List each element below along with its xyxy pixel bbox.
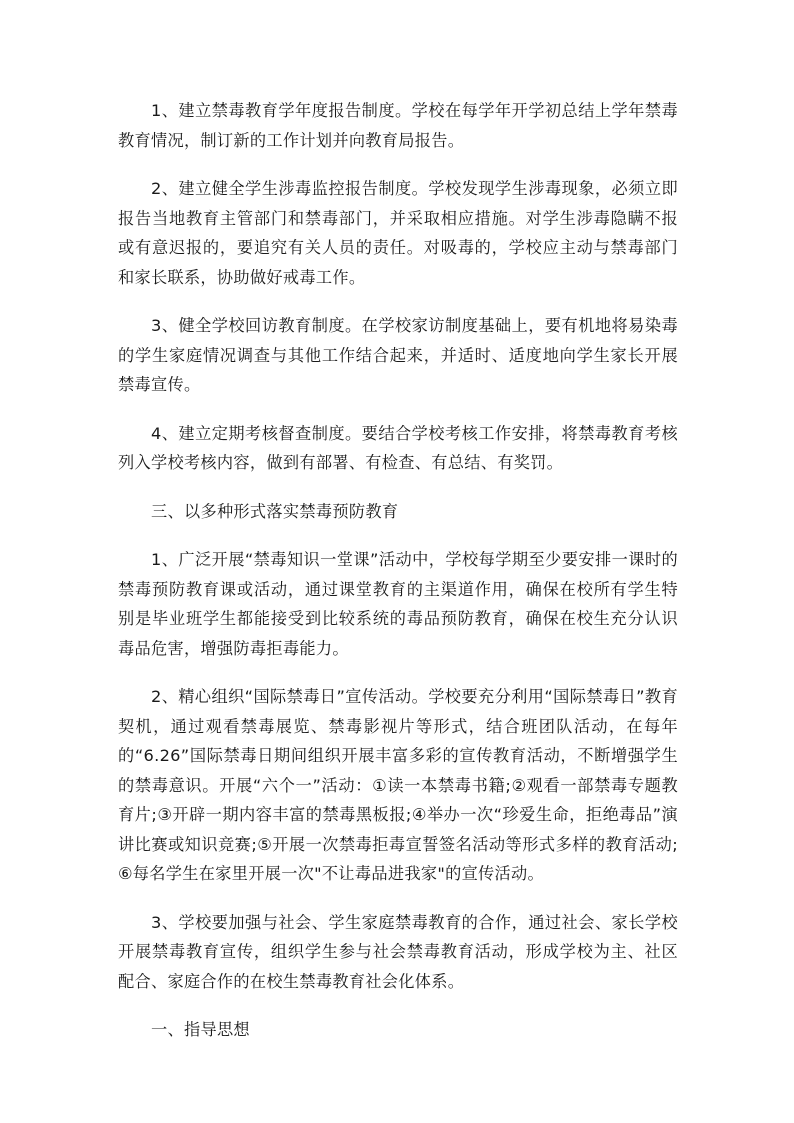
paragraph-visit-education: 3、健全学校回访教育制度。在学校家访制度基础上，要有机地将易染毒的学生家庭情况调查与其他工作结合起来，并适时、适度地向学生家长开展禁毒宣传。 xyxy=(118,316,678,394)
document-page xyxy=(118,96,678,1064)
section-heading-prevention: 三、以多种形式落实禁毒预防教育 xyxy=(151,501,399,521)
paragraph-assessment: 4、建立定期考核督查制度。要结合学校考核工作安排，将禁毒教育考核列入学校考核内容，做到有部署、有检查、有总结、有奖罚。 xyxy=(118,423,678,472)
paragraph-anti-drug-day: 2、精心组织“国际禁毒日”宣传活动。学校要充分利用“国际禁毒日”教育契机，通过观看禁毒展览、禁毒影视片等形式，结合班团队活动，在每年的“6.26”国际禁毒日期间组织开展丰富多彩的宣传教育活动，不断增强学生的禁毒意识。开展“六个一”活动：①读一本禁毒书籍;②观看一部禁毒专题教育片;③开辟一期内容丰富的禁毒黑板报;④举办一次“珍爱生命，拒绝毒品”演讲比赛或知识竞赛;⑤开展一次禁毒拒毒宣誓签名活动等形式多样的教育活动;⑥每名学生在家里开展一次"不让毒品进我家"的宣传活动。 xyxy=(118,687,678,883)
paragraph-one-lesson: 1、广泛开展“禁毒知识一堂课”活动中，学校每学期至少要安排一课时的禁毒预防教育课或活动，通过课堂教育的主渠道作用，确保在校所有学生特别是毕业班学生都能接受到比较系统的毒品预防教育，确保在校生充分认识毒品危害，增强防毒拒毒能力。 xyxy=(118,550,678,658)
paragraph-cooperation: 3、学校要加强与社会、学生家庭禁毒教育的合作，通过社会、家长学校开展禁毒教育宣传，组织学生参与社会禁毒教育活动，形成学校为主、社区配合、家庭合作的在校生禁毒教育社会化体系。 xyxy=(118,912,678,991)
section-heading-guiding: 一、指导思想 xyxy=(151,1020,250,1039)
paragraph-annual-report: 1、建立禁毒教育学年度报告制度。学校在每学年开学初总结上学年禁毒教育情况，制订新的工作计划并向教育局报告。 xyxy=(118,101,678,150)
paragraph-monitoring-report: 2、建立健全学生涉毒监控报告制度。学校发现学生涉毒现象，必须立即报告当地教育主管部门和禁毒部门，并采取相应措施。对学生涉毒隐瞒不报或有意迟报的，要追究有关人员的责任。对吸毒的，学校应主动与禁毒部门和家长联系，协助做好戒毒工作。 xyxy=(118,179,678,287)
